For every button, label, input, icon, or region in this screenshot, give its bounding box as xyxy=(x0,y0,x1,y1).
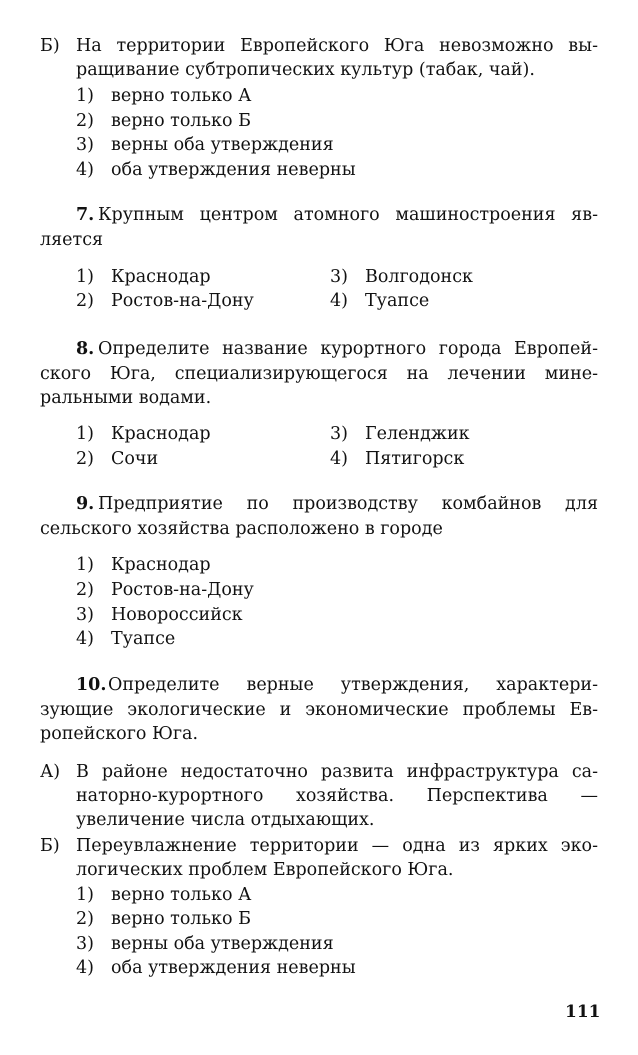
question-10-text: Определите верные утверждения, характери- xyxy=(108,675,598,695)
page-number: 111 xyxy=(565,1002,601,1022)
statement-b-line: ращивание субтропических культур (табак, чай). xyxy=(76,60,535,80)
question-7-text: ляется xyxy=(40,230,104,250)
answer-option-num: 3) xyxy=(76,934,94,954)
answer-option-text: оба утверждения неверны xyxy=(111,958,356,978)
answer-option-num: 2) xyxy=(76,291,94,311)
answer-option-text: верны оба утверждения xyxy=(111,934,334,954)
question-7-number: 7. xyxy=(76,205,95,225)
question-7-text: Крупным центром атомного машиностроения яв- xyxy=(98,205,598,225)
answer-option-num: 1) xyxy=(76,885,94,905)
statement-b-marker: Б) xyxy=(40,836,60,856)
question-8-text: ского Юга, специализирующегося на лечении мине- xyxy=(40,364,598,384)
answer-option-num: 2) xyxy=(76,111,94,131)
answer-option-num: 2) xyxy=(76,580,94,600)
answer-option-text: верно только А xyxy=(111,86,252,106)
answer-option-num: 2) xyxy=(76,909,94,929)
answer-option-text: Туапсе xyxy=(365,291,430,311)
answer-option-text: Краснодар xyxy=(111,555,211,575)
question-9-number: 9. xyxy=(76,494,95,514)
answer-option-num: 4) xyxy=(76,629,94,649)
answer-option-num: 3) xyxy=(76,135,94,155)
question-10-text: ропейского Юга. xyxy=(40,724,199,744)
answer-option-text: Туапсе xyxy=(111,629,176,649)
answer-option-text: верно только Б xyxy=(111,909,251,929)
statement-b-line: На территории Европейского Юга невозможно вы- xyxy=(76,36,598,56)
statement-b-marker: Б) xyxy=(40,36,60,56)
answer-option-num: 1) xyxy=(76,555,94,575)
answer-option-text: Краснодар xyxy=(111,424,211,444)
answer-option-text: Ростов-на-Дону xyxy=(111,291,254,311)
answer-option-text: верно только Б xyxy=(111,111,251,131)
answer-option-text: верно только А xyxy=(111,885,252,905)
answer-option-num: 3) xyxy=(76,605,94,625)
answer-option-text: оба утверждения неверны xyxy=(111,160,356,180)
answer-option-text: Новороссийск xyxy=(111,605,243,625)
answer-option-num: 1) xyxy=(76,86,94,106)
answer-option-text: Пятигорск xyxy=(365,449,465,469)
answer-option-text: Сочи xyxy=(111,449,159,469)
answer-option-num: 1) xyxy=(76,424,94,444)
question-8-text: ральными водами. xyxy=(40,388,212,408)
answer-option-num: 4) xyxy=(330,291,348,311)
answer-option-num: 4) xyxy=(330,449,348,469)
answer-option-num: 3) xyxy=(330,267,348,287)
question-8-text: Определите название курортного города Европей- xyxy=(98,339,598,359)
answer-option-num: 2) xyxy=(76,449,94,469)
statement-a-line: наторно-курортного хозяйства. Перспектива — xyxy=(76,786,598,806)
question-9-text: Предприятие по производству комбайнов для xyxy=(98,494,598,514)
answer-option-text: Волгодонск xyxy=(365,267,473,287)
answer-option-text: Краснодар xyxy=(111,267,211,287)
statement-a-line: увеличение числа отдыхающих. xyxy=(76,810,375,830)
answer-option-text: Геленджик xyxy=(365,424,470,444)
statement-a-marker: А) xyxy=(40,762,61,782)
question-10-text: зующие экологические и экономические проблемы Ев- xyxy=(40,700,598,720)
answer-option-text: Ростов-на-Дону xyxy=(111,580,254,600)
statement-b-line: логических проблем Европейского Юга. xyxy=(76,860,454,880)
question-10-number: 10. xyxy=(76,675,107,695)
answer-option-num: 4) xyxy=(76,958,94,978)
answer-option-num: 4) xyxy=(76,160,94,180)
question-9-text: сельского хозяйства расположено в городе xyxy=(40,519,443,539)
answer-option-num: 1) xyxy=(76,267,94,287)
answer-option-text: верны оба утверждения xyxy=(111,135,334,155)
statement-b-line: Переувлажнение территории — одна из ярких эко- xyxy=(76,836,598,856)
statement-a-line: В районе недостаточно развита инфраструктура са- xyxy=(76,762,598,782)
answer-option-num: 3) xyxy=(330,424,348,444)
question-8-number: 8. xyxy=(76,339,95,359)
